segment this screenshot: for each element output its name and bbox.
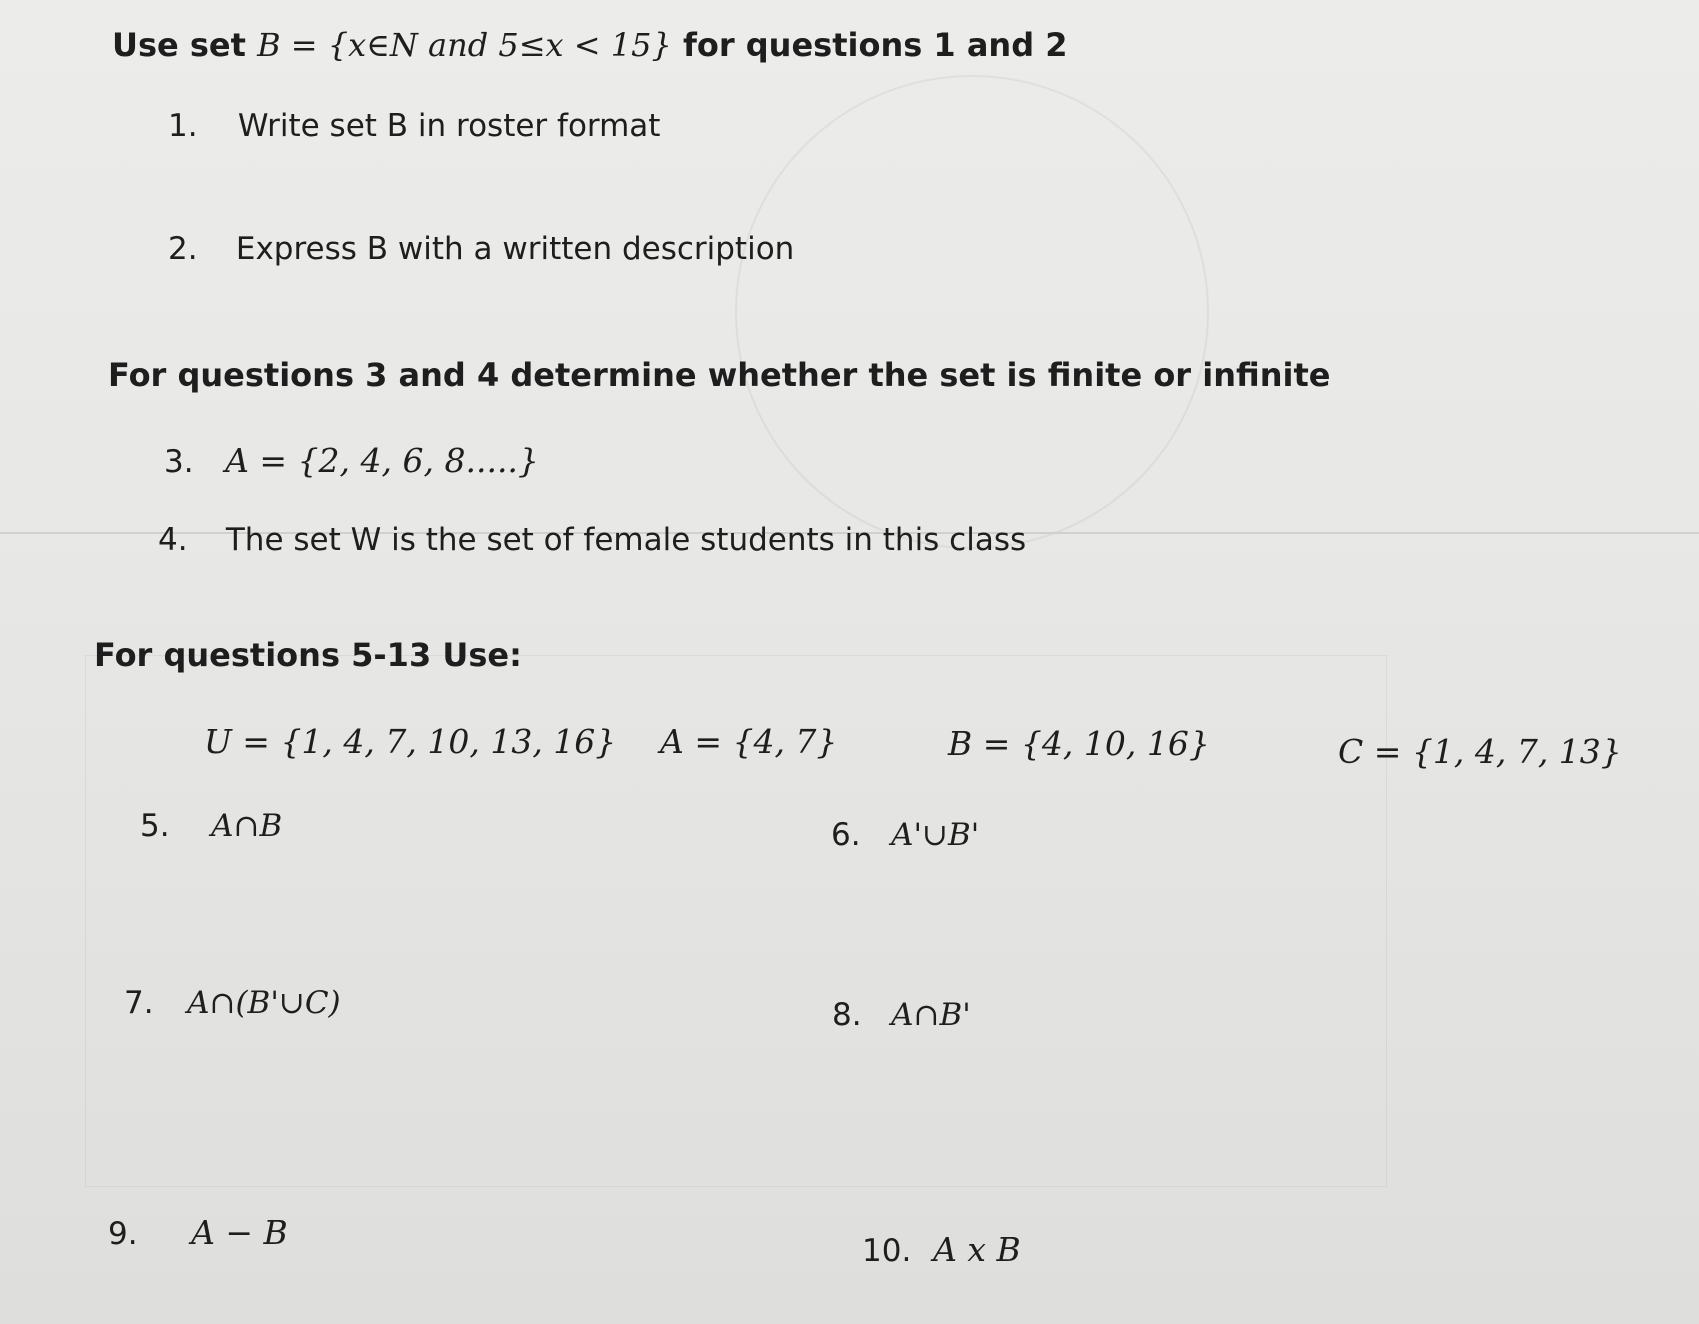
question-8 bbox=[832, 997, 971, 1033]
question-10-expression: A x B bbox=[933, 1230, 1021, 1269]
question-5-expression: A∩B bbox=[211, 808, 283, 844]
question-1-number: 1. bbox=[168, 108, 198, 144]
question-8-expression: A∩B' bbox=[891, 997, 971, 1033]
question-5-number: 5. bbox=[140, 808, 170, 844]
set-b: B = {4, 10, 16} bbox=[948, 724, 1210, 763]
header-questions-5-13: For questions 5-13 Use: bbox=[94, 636, 522, 674]
question-7-number: 7. bbox=[124, 985, 154, 1021]
question-3-expression: A = {2, 4, 6, 8.....} bbox=[225, 441, 539, 480]
question-1 bbox=[168, 108, 660, 144]
question-8-number: 8. bbox=[832, 997, 862, 1033]
question-3-number: 3. bbox=[164, 444, 194, 480]
header-questions-3-4: For questions 3 and 4 determine whether the set is finite or infinite bbox=[108, 356, 1331, 394]
question-2 bbox=[168, 231, 794, 267]
question-3 bbox=[164, 441, 539, 480]
header1-prefix: Use set bbox=[112, 26, 246, 64]
question-2-number: 2. bbox=[168, 231, 198, 267]
question-7 bbox=[124, 985, 341, 1021]
set-a: A = {4, 7} bbox=[660, 722, 838, 761]
question-10-number: 10. bbox=[862, 1233, 912, 1269]
question-6-number: 6. bbox=[831, 817, 861, 853]
header-questions-1-2 bbox=[112, 26, 1068, 64]
question-9-expression: A − B bbox=[191, 1213, 288, 1252]
header1-suffix: for questions 1 and 2 bbox=[682, 26, 1068, 64]
question-1-text: Write set B in roster format bbox=[237, 108, 661, 144]
set-u: U = {1, 4, 7, 10, 13, 16} bbox=[204, 722, 617, 761]
question-4 bbox=[158, 522, 1026, 558]
question-9-number: 9. bbox=[108, 1216, 138, 1252]
question-6 bbox=[831, 817, 979, 853]
question-4-text: The set W is the set of female students in this class bbox=[225, 522, 1027, 558]
bleed-through-circle bbox=[735, 75, 1209, 549]
question-6-expression: A'∪B' bbox=[891, 817, 980, 853]
set-b-definition: B = {x∈N and 5≤x < 15} bbox=[257, 26, 672, 64]
question-2-text: Express B with a written description bbox=[235, 231, 795, 267]
set-c: C = {1, 4, 7, 13} bbox=[1338, 732, 1622, 771]
question-7-expression: A∩(B'∪C) bbox=[187, 985, 341, 1021]
question-4-number: 4. bbox=[158, 522, 188, 558]
question-9 bbox=[108, 1213, 288, 1252]
question-5 bbox=[140, 808, 282, 844]
question-10 bbox=[862, 1230, 1021, 1269]
